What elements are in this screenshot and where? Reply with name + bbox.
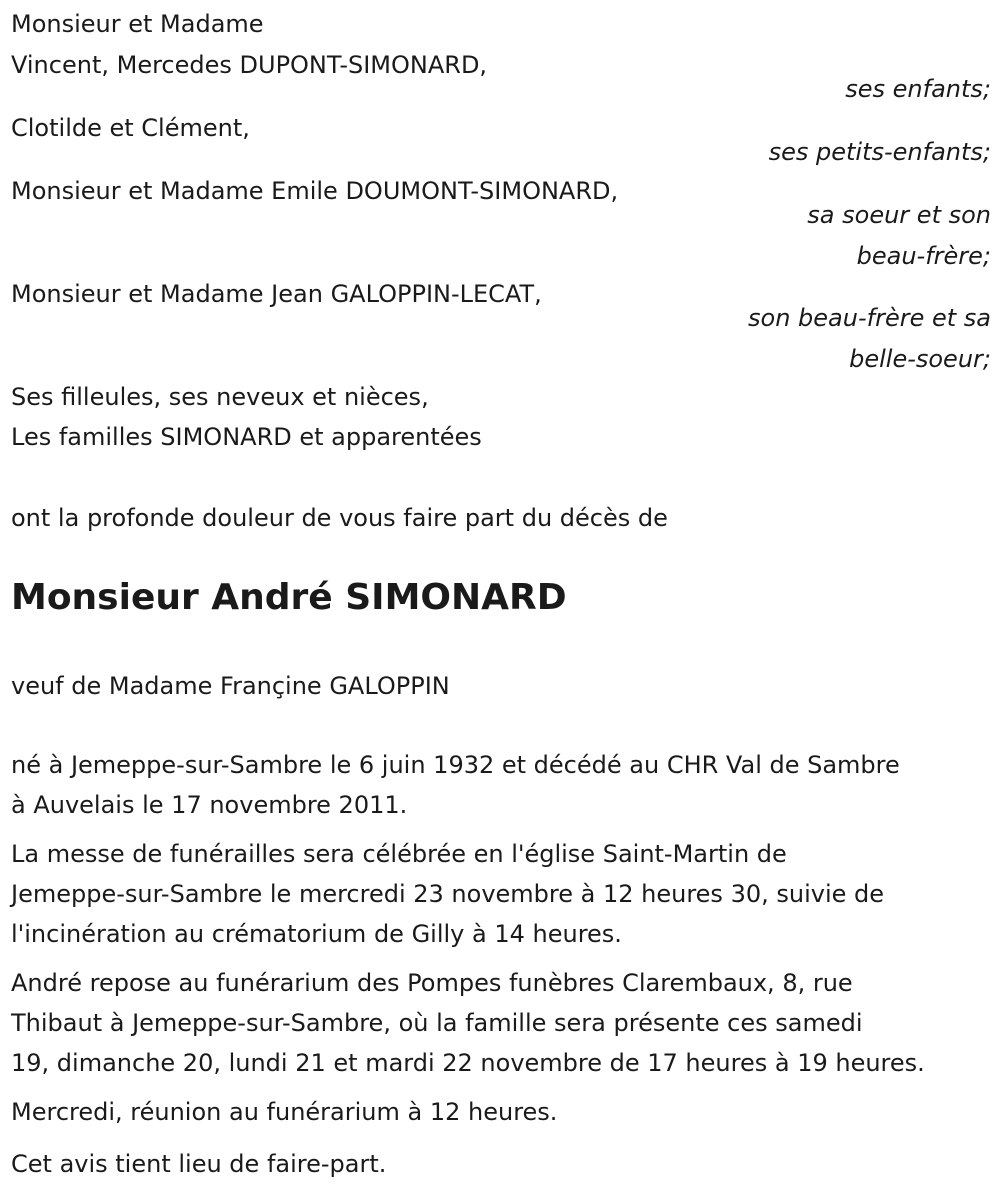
families-line: Les familles SIMONARD et apparentées xyxy=(11,423,482,451)
children-line-1: Monsieur et Madame xyxy=(11,10,264,38)
mass-line-3: l'incinération au crématorium de Gilly à 14 heures. xyxy=(11,920,622,948)
grandchildren-line: Clotilde et Clément, xyxy=(11,114,250,142)
meeting-line: Mercredi, réunion au funérarium à 12 heures. xyxy=(11,1098,558,1126)
sister-relation-line-1: sa soeur et son xyxy=(807,201,991,229)
rest-line-3: 19, dimanche 20, lundi 21 et mardi 22 novembre de 17 heures à 19 heures. xyxy=(11,1049,925,1077)
grandchildren-relation: ses petits-enfants; xyxy=(768,138,991,166)
inlaws-relation-line-2: belle-soeur; xyxy=(849,345,991,373)
children-relation: ses enfants; xyxy=(845,75,991,103)
rest-line-2: Thibaut à Jemeppe-sur-Sambre, où la famille sera présente ces samedi xyxy=(11,1009,863,1037)
birth-line-2: à Auvelais le 17 novembre 2011. xyxy=(11,791,408,819)
widower-line: veuf de Madame Françine GALOPPIN xyxy=(11,672,450,700)
sister-line: Monsieur et Madame Emile DOUMONT-SIMONARD, xyxy=(11,177,619,205)
inlaws-line: Monsieur et Madame Jean GALOPPIN-LECAT, xyxy=(11,280,542,308)
inlaws-relation-line-1: son beau-frère et sa xyxy=(748,304,991,332)
children-line-2: Vincent, Mercedes DUPONT-SIMONARD, xyxy=(11,51,488,79)
godchildren-line: Ses filleules, ses neveux et nièces, xyxy=(11,383,429,411)
announcement-line: ont la profonde douleur de vous faire part du décès de xyxy=(11,504,668,532)
deceased-name: Monsieur André SIMONARD xyxy=(11,577,567,618)
mass-line-1: La messe de funérailles sera célébrée en l'église Saint-Martin de xyxy=(11,840,787,868)
sister-relation-line-2: beau-frère; xyxy=(856,242,991,270)
birth-line-1: né à Jemeppe-sur-Sambre le 6 juin 1932 et décédé au CHR Val de Sambre xyxy=(11,751,900,779)
rest-line-1: André repose au funérarium des Pompes funèbres Clarembaux, 8, rue xyxy=(11,969,853,997)
notice-line: Cet avis tient lieu de faire-part. xyxy=(11,1150,387,1178)
mass-line-2: Jemeppe-sur-Sambre le mercredi 23 novembre à 12 heures 30, suivie de xyxy=(11,880,885,908)
